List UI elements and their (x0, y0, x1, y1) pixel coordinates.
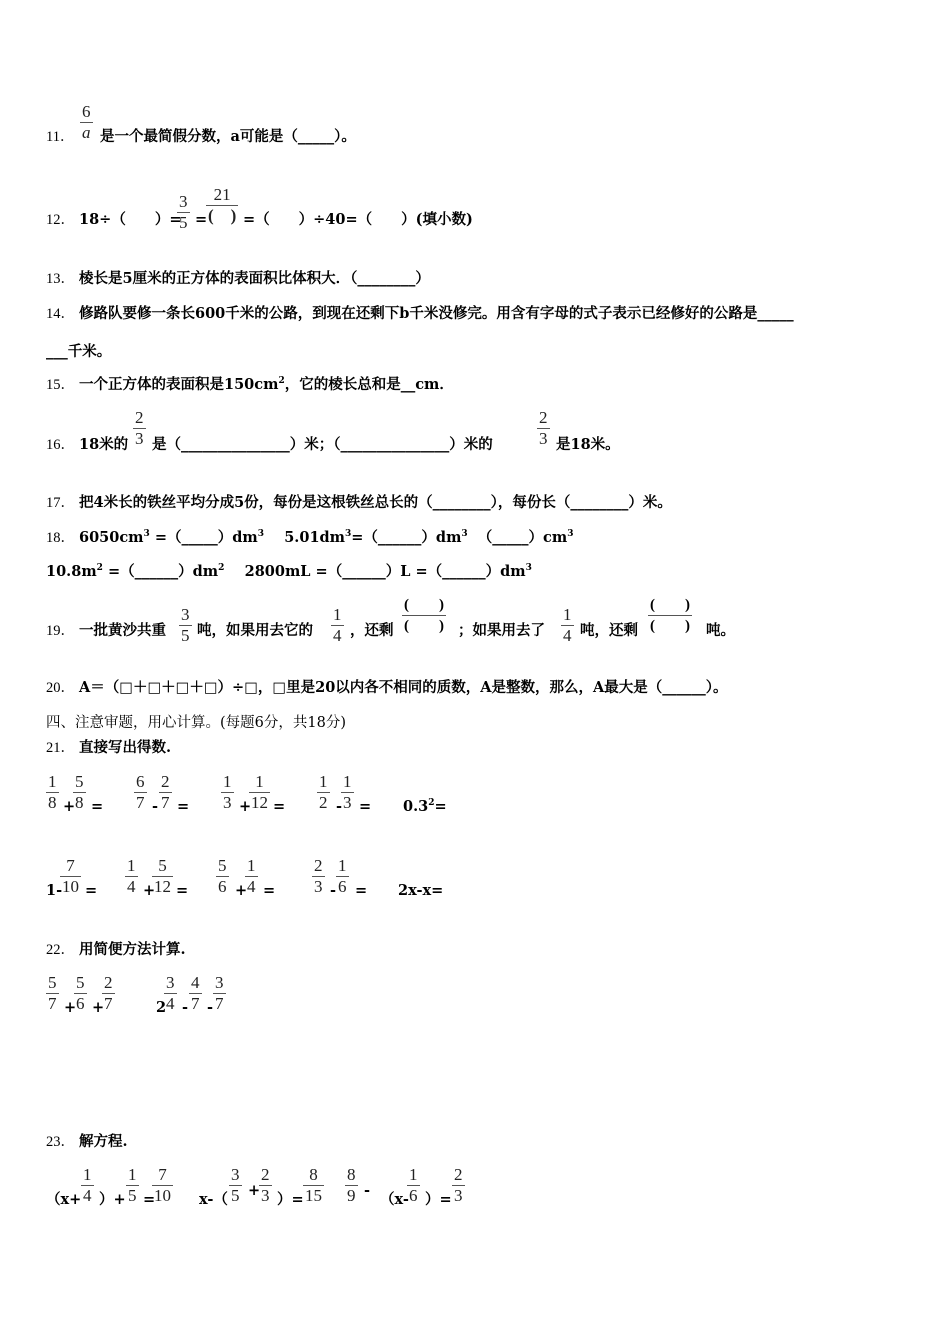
question-text: 把4米长的铁丝平均分成5份，每份是这根铁丝总长的（________），每份长（________）米。 (79, 494, 672, 511)
question-text: 一个正方体的表面积是$150cm^2$，它的棱长总和是__cm． (79, 376, 454, 393)
fraction: $\frac{4}{7}$ (191, 973, 200, 1013)
fraction: $\frac{8}{9}$ (347, 1165, 356, 1205)
question-19: 19． (46, 623, 75, 639)
fraction: $\frac{1}{4}$ (83, 1165, 92, 1205)
question-text: 棱长是5厘米的正方体的表面积比体积大．（________） (79, 270, 430, 287)
fraction-blank: ( ) ( ) (404, 597, 444, 634)
fraction: $\frac{2}{7}$ (104, 973, 113, 1013)
fraction: $\frac{3}{5}$ (179, 192, 188, 232)
question-title: 用简便方法计算. (79, 941, 186, 958)
question-text: 修路队要修一条长600千米的公路，到现在还剩下b千米没修完。用含有字母的式子表示已经修好的公路是_____ (79, 305, 794, 322)
fraction: $\frac{5}{6}$ (76, 973, 85, 1013)
question-text: 吨。 (706, 622, 735, 639)
expression: 2x-x= (398, 882, 444, 899)
question-text: 一批黄沙共重 (79, 622, 166, 639)
fraction: $\frac{1}{4}$ (247, 856, 256, 896)
operator: + (143, 882, 156, 899)
fraction: 21 ( ) (208, 185, 237, 225)
whole-number: 1- (46, 882, 63, 899)
fraction: $\frac{2}{3}$ (539, 408, 548, 448)
fraction: $\frac{1}{6}$ (338, 856, 347, 896)
fraction: $\frac{7}{10}$ (154, 1165, 171, 1205)
question-13: 13． (46, 271, 75, 287)
question-text: A＝（□＋□＋□＋□）÷□，□里是20以内各不相同的质数，A是整数，那么，A最大是（______）。 (79, 679, 728, 696)
fraction: $\frac{2}{3}$ (261, 1165, 270, 1205)
fraction: $\frac{6}{7}$ (136, 772, 145, 812)
equals-sign: = (273, 798, 286, 815)
fraction: $\frac{1}{4}$ (563, 605, 572, 645)
operator: - (336, 798, 343, 815)
operator: - (364, 1182, 371, 1199)
question-text: 吨，还剩 (580, 622, 638, 639)
question-text: ，还剩 (350, 622, 394, 639)
fraction: $\frac{2}{7}$ (161, 772, 170, 812)
fraction-blank: ( ) ( ) (650, 597, 690, 634)
operator: + (92, 999, 105, 1016)
fraction: $\frac{5}{12}$ (154, 856, 171, 896)
equation-text: ）+ (99, 1191, 126, 1208)
operator: + (239, 798, 252, 815)
fraction: $\frac{2}{3}$ (135, 408, 144, 448)
fraction: $\frac{1}{6}$ (409, 1165, 418, 1205)
fraction: $\frac{1}{3}$ (223, 772, 232, 812)
fraction: $\frac{3}{5}$ (231, 1165, 240, 1205)
operator: + (248, 1182, 261, 1199)
equation-text: （x- (380, 1191, 409, 1208)
question-text: $6050cm^3$ $=(\_\_\_\_\_)dm^3$ $5.01dm^3=(\_\_\_\_\_\_)dm^3$ $(\_\_\_\_\_)cm^3$ (79, 529, 574, 546)
equation-text: x-（ (199, 1191, 228, 1208)
operator: - (182, 999, 189, 1016)
question-text: 是18米。 (556, 436, 620, 453)
question-text: 18米的 (79, 436, 129, 453)
fraction: $\frac{1}{4}$ (333, 605, 342, 645)
question-text: ；如果用去了 (458, 622, 545, 639)
operator: - (152, 798, 159, 815)
fraction: $\frac{5}{8}$ (75, 772, 84, 812)
question-title: 直接写出得数. (79, 739, 172, 756)
equation-text: （x+ (46, 1191, 82, 1208)
equals-sign: = (91, 798, 104, 815)
equals-sign: = (195, 211, 208, 228)
fraction: $\frac{5}{7}$ (48, 973, 57, 1013)
operator: - (330, 882, 337, 899)
question-text: 是一个最简假分数，a可能是（_____）。 (100, 128, 356, 145)
equals-sign: = (359, 798, 372, 815)
fraction: $\frac{2}{3}$ (454, 1165, 463, 1205)
fraction: $\frac{1}{4}$ (127, 856, 136, 896)
fraction: $\frac{7}{10}$ (62, 856, 79, 896)
question-number: 11． (46, 129, 75, 145)
equation-text: ）= (277, 1191, 304, 1208)
equals-sign: = (85, 882, 98, 899)
question-15: 15． (46, 377, 75, 393)
operator: - (207, 999, 214, 1016)
operator: + (235, 882, 248, 899)
fraction: $\frac{8}{15}$ (305, 1165, 322, 1205)
operator: + (64, 999, 77, 1016)
equals-sign: = (355, 882, 368, 899)
equals-sign: = (176, 882, 189, 899)
operator: + (63, 798, 76, 815)
question-text: 吨，如果用去它的 (197, 622, 313, 639)
fraction: $\frac{3}{5}$ (181, 605, 190, 645)
question-title: 解方程. (79, 1133, 128, 1150)
question-21: 21． (46, 740, 75, 756)
question-text: $10.8m^2$ $=(\_\_\_\_\_\_)dm^2$ 2800mL =（______）L $=(\_\_\_\_\_\_)dm^3$ (46, 563, 532, 580)
fraction: $\frac{1}{8}$ (48, 772, 57, 812)
fraction: $\frac{5}{6}$ (218, 856, 227, 896)
equation-text: ）= (425, 1191, 452, 1208)
fraction: $\frac{2}{3}$ (314, 856, 323, 896)
equals-sign: = (263, 882, 276, 899)
question-text: =（ ）÷40=（ ）(填小数) (243, 211, 473, 228)
fraction: $\frac{3}{7}$ (215, 973, 224, 1013)
question-14: 14． (46, 306, 75, 322)
equals-sign: = (177, 798, 190, 815)
fraction: $\frac{1}{5}$ (128, 1165, 137, 1205)
fraction: $\frac{1}{2}$ (319, 772, 328, 812)
fraction: $\frac{1}{12}$ (251, 772, 268, 812)
equals-sign: = (143, 1191, 156, 1208)
question-text: ___千米。 (46, 343, 112, 360)
question-20: 20． (46, 680, 75, 696)
question-22: 22． (46, 942, 75, 958)
question-text: 18÷（ ）= (79, 211, 182, 228)
fraction: $\frac{1}{3}$ (343, 772, 352, 812)
fraction: $\frac{3}{4}$ (166, 973, 175, 1013)
question-18: 18． (46, 530, 75, 546)
question-16: 16． (46, 437, 75, 453)
question-12: 12． (46, 212, 75, 228)
expression: $0.3^2=$ (403, 798, 447, 815)
question-17: 17． (46, 495, 75, 511)
question-text: 是（_______________）米；（_______________）米的 (152, 436, 493, 453)
section-heading: 四、注意审题，用心计算。(每题6分，共18分) (46, 715, 346, 731)
question-23: 23． (46, 1134, 75, 1150)
question-11 (46, 127, 74, 147)
whole-number: 2 (156, 999, 167, 1016)
fraction: $\frac{6}{a}$ (82, 102, 91, 142)
